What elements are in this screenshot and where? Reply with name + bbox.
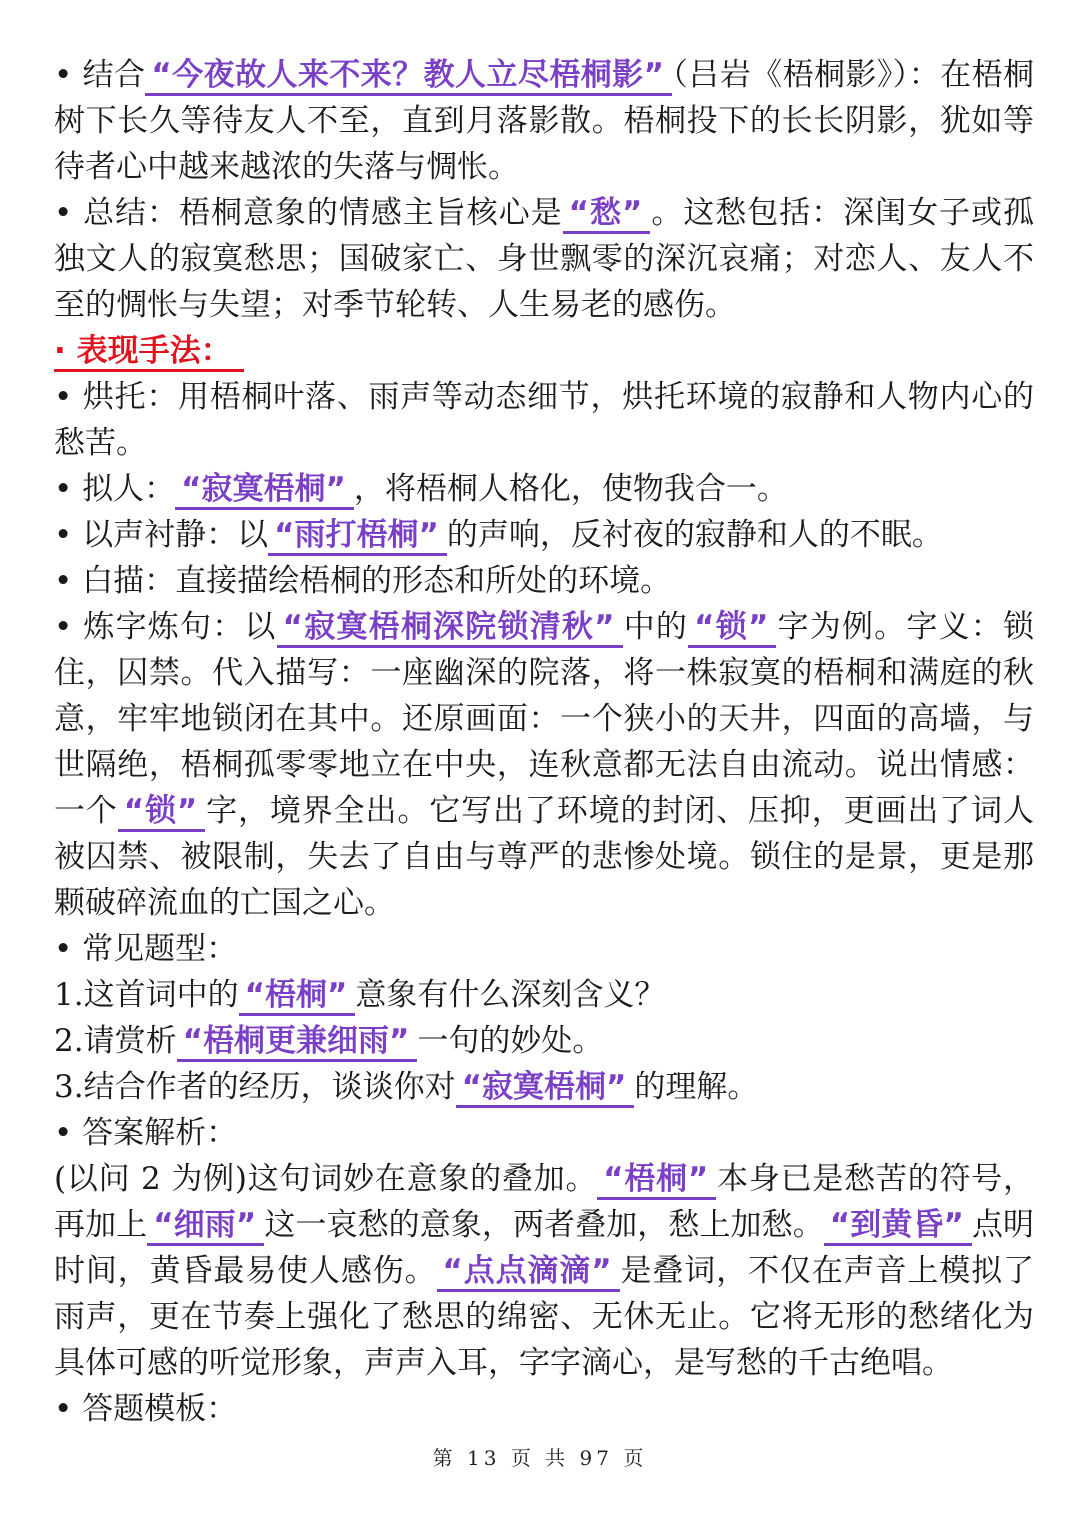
highlighted-quote: “梧桐更兼细雨” — [177, 1023, 418, 1062]
question-1 — [54, 972, 1034, 1018]
para-combine — [54, 52, 1034, 190]
text-run: • 以声衬静：以 — [54, 517, 269, 553]
text-run: • 答案解析： — [54, 1115, 238, 1151]
text-run: 中的 — [622, 609, 689, 645]
highlighted-quote: “点点滴滴” — [437, 1253, 620, 1292]
document-body — [54, 52, 1034, 1432]
highlighted-quote: “寂寞梧桐” — [175, 471, 354, 510]
text-run: （吕岩《梧桐影》）：在梧桐树下长久等待友人不至，直到月落影散。梧桐投下的长长阴影，犹如等待者心中越来越浓的失落与惆怅。 — [54, 57, 1035, 185]
text-run: 。这愁包括：深闺女子或孤独文人的寂寞愁思；国破家亡、身世飘零的深沉哀痛；对恋人、友人不至的惆怅与失望；对季节轮转、人生易老的感伤。 — [54, 195, 1035, 323]
text-run: • 常见题型： — [54, 931, 238, 967]
text-run: 这一哀愁的意象，两者叠加，愁上加愁。 — [264, 1207, 824, 1243]
text-run: 字为例。字义：锁住，囚禁。代入描写：一座幽深的院落，将一株寂寞的梧桐和满庭的秋意，牢牢地锁闭在其中。还原画面：一个狭小的天井，四面的高墙，与世隔绝，梧桐孤零零地立在中央，连秋意都无法自由流动。说出情感：一个 — [54, 609, 1035, 829]
text-run: • 结合 — [54, 57, 146, 93]
text-run: 字，境界全出。它写出了环境的封闭、压抑，更画出了词人被囚禁、被限制，失去了自由与尊严的悲惨处境。锁住的是景，更是那颗破碎流血的亡国之心。 — [54, 793, 1034, 921]
para-question-types — [54, 926, 1034, 972]
section-heading: · 表现手法： — [54, 333, 244, 372]
text-run: 的理解。 — [634, 1069, 759, 1105]
para-sketch — [54, 558, 1034, 604]
para-answer-analysis — [54, 1110, 1034, 1156]
para-summary — [54, 190, 1034, 328]
text-run: • 拟人： — [54, 471, 176, 507]
text-run: 2.请赏析 — [54, 1023, 177, 1059]
highlighted-quote: “雨打梧桐” — [268, 517, 447, 556]
highlighted-quote: “梧桐” — [239, 977, 356, 1016]
section-techniques — [54, 328, 1034, 374]
para-sound-silence — [54, 512, 1034, 558]
text-run: (以问 2 为例)这句词妙在意象的叠加。 — [54, 1161, 598, 1197]
text-run: 意象有什么深刻含义？ — [355, 977, 666, 1013]
question-2 — [54, 1018, 1034, 1064]
highlighted-quote: “愁” — [563, 195, 651, 234]
para-contrast — [54, 374, 1034, 466]
text-run: • 烘托：用梧桐叶落、雨声等动态细节，烘托环境的寂静和人物内心的愁苦。 — [54, 379, 1034, 461]
text-run: • 总结：梧桐意象的情感主旨核心是 — [54, 195, 563, 231]
text-run: • 炼字炼句：以 — [54, 609, 277, 645]
question-3 — [54, 1064, 1034, 1110]
text-run: • 答题模板： — [54, 1391, 238, 1427]
text-run: 本身已是愁苦的符号，再加上 — [54, 1161, 1035, 1243]
highlighted-quote: “梧桐” — [597, 1161, 716, 1200]
text-run: 1.这首词中的 — [54, 977, 239, 1013]
text-run: 3.结合作者的经历，谈谈你对 — [54, 1069, 456, 1105]
para-personification — [54, 466, 1034, 512]
highlighted-quote: “寂寞梧桐” — [456, 1069, 635, 1108]
highlighted-quote: “细雨” — [147, 1207, 264, 1246]
para-answer-template — [54, 1386, 1034, 1432]
highlighted-quote: “到黄昏” — [824, 1207, 972, 1246]
highlighted-quote: “今夜故人来不来？教人立尽梧桐影” — [145, 57, 672, 96]
page-footer: 第 13 页 共 97 页 — [432, 1446, 648, 1470]
text-run: 是叠词，不仅在声音上模拟了雨声，更在节奏上强化了愁思的绵密、无休无止。它将无形的愁绪化为具体可感的听觉形象，声声入耳，字字滴心，是写愁的千古绝唱。 — [54, 1253, 1034, 1381]
text-run: ，将梧桐人格化，使物我合一。 — [353, 471, 788, 507]
highlighted-quote: “寂寞梧桐深院锁清秋” — [277, 609, 623, 648]
text-run: 点明时间，黄昏最易使人感伤。 — [54, 1207, 1035, 1289]
text-run: 的声响，反衬夜的寂静和人的不眠。 — [446, 517, 943, 553]
text-run: • 白描：直接描绘梧桐的形态和所处的环境。 — [54, 563, 672, 599]
highlighted-quote: “锁” — [688, 609, 776, 648]
text-run: 一句的妙处。 — [417, 1023, 604, 1059]
para-answer-body — [54, 1156, 1034, 1386]
highlighted-quote: “锁” — [118, 793, 206, 832]
para-wording — [54, 604, 1034, 926]
